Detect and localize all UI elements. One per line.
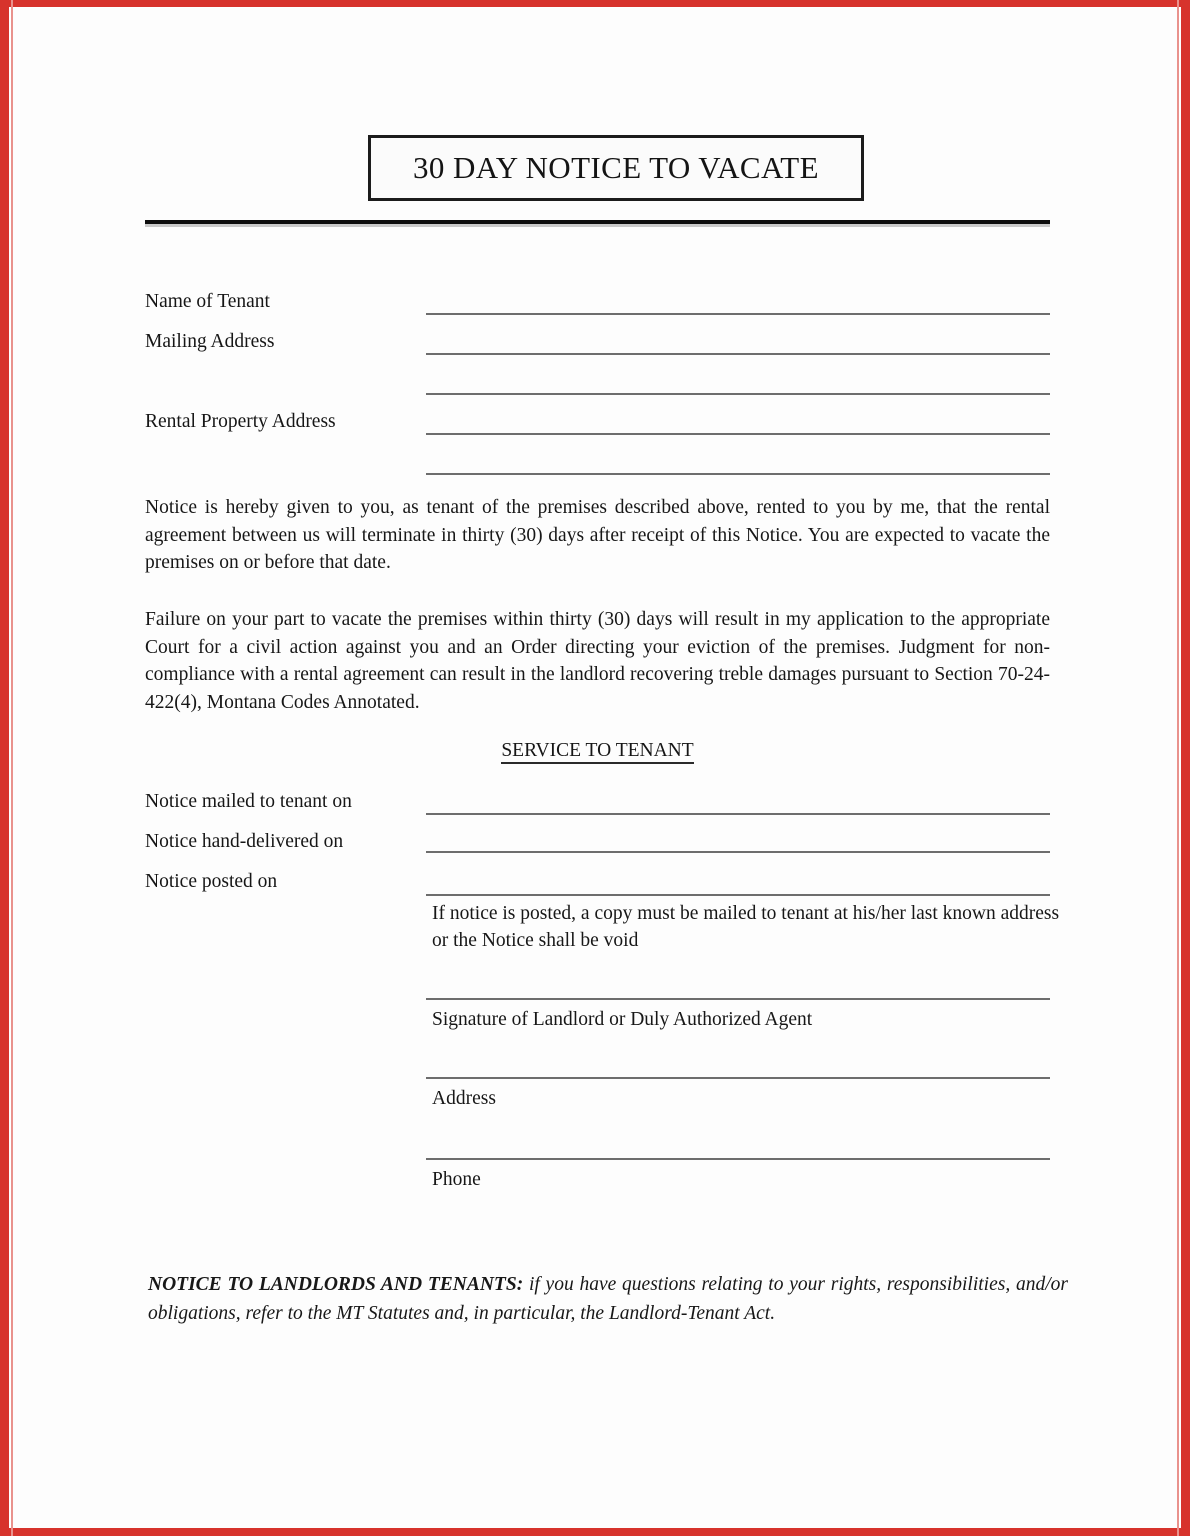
- page-border-left: [0, 0, 9, 1536]
- caption-phone: Phone: [432, 1169, 481, 1190]
- label-notice-posted-on: Notice posted on: [145, 871, 278, 892]
- page-border-inner-left: [11, 0, 13, 1536]
- label-notice-mailed-on: Notice mailed to tenant on: [145, 791, 352, 812]
- page-title: 30 DAY NOTICE TO VACATE: [413, 150, 819, 185]
- paper-sheet: [13, 8, 1177, 1528]
- input-line-landlord-phone[interactable]: [426, 1158, 1050, 1160]
- input-line-signature[interactable]: [426, 998, 1050, 1000]
- caption-address: Address: [432, 1088, 496, 1109]
- service-to-tenant-heading: [145, 740, 1050, 762]
- document-title-box: [368, 135, 864, 201]
- header-divider-rule: [145, 220, 1050, 224]
- page-border-inner-right: [1177, 0, 1179, 1536]
- input-line-rental-property-address-2[interactable]: [426, 473, 1050, 475]
- label-mailing-address: Mailing Address: [145, 331, 275, 352]
- input-line-notice-mailed-on[interactable]: [426, 813, 1050, 815]
- label-notice-hand-delivered-on: Notice hand-delivered on: [145, 831, 344, 852]
- posted-notice-note: If notice is posted, a copy must be mailed to tenant at his/her last known address or the Notice shall be void: [432, 903, 1060, 951]
- label-name-of-tenant: Name of Tenant: [145, 291, 270, 312]
- service-to-tenant-heading-text: SERVICE TO TENANT: [501, 740, 693, 764]
- input-line-landlord-address[interactable]: [426, 1077, 1050, 1079]
- input-line-name-of-tenant[interactable]: [426, 313, 1050, 315]
- label-rental-property-address: Rental Property Address: [145, 411, 336, 432]
- caption-signature: Signature of Landlord or Duly Authorized Agent: [432, 1009, 813, 1030]
- input-line-rental-property-address-1[interactable]: [426, 433, 1050, 435]
- input-line-notice-hand-delivered-on[interactable]: [426, 851, 1050, 853]
- paragraph-termination-notice: Notice is hereby given to you, as tenant of the premises described above, rented to you by me, that the rental agreement between us will terminate in thirty (30) days after receipt of this Notice. You are expected to vacate the premises on or before that date.: [145, 497, 1050, 573]
- paragraph-failure-to-vacate: Failure on your part to vacate the premises within thirty (30) days will result in my application to the appropriate Court for a civil action against you and an Order directing your eviction of the premises. Judgment for non-compliance with a rental agreement can result in the landlord recovering treble damages pursuant to Section 70-24-422(4), Montana Codes Annotated.: [145, 609, 1050, 713]
- input-line-mailing-address-1[interactable]: [426, 353, 1050, 355]
- footer-statutory-notice: [148, 1270, 1068, 1328]
- page-border-right: [1181, 0, 1190, 1536]
- page-border-top: [0, 0, 1190, 7]
- input-line-notice-posted-on[interactable]: [426, 894, 1050, 896]
- footer-notice-body: if you have questions relating to your rights, responsibilities, and/or obligations, refer to the MT Statutes and, in particular, the Landlord-Tenant Act.: [148, 1274, 1068, 1324]
- input-line-mailing-address-2[interactable]: [426, 393, 1050, 395]
- page-border-bottom: [0, 1528, 1190, 1536]
- footer-notice-lead: NOTICE TO LANDLORDS AND TENANTS:: [148, 1274, 524, 1295]
